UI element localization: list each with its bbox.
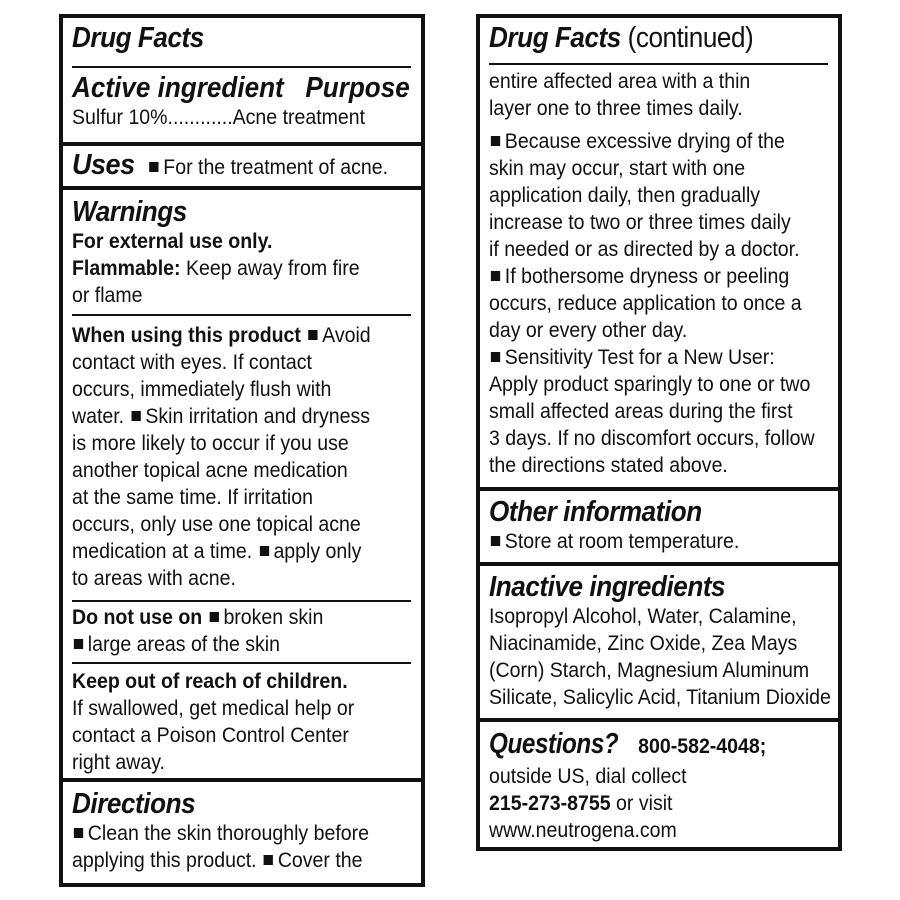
do-not-use-section [63,604,421,658]
questions-text: or visit [616,792,673,815]
divider [72,662,411,664]
when-using-text: occurs, only use one topical acne [72,513,361,536]
inactive-ingredients-text: Niacinamide, Zinc Oxide, Zea Mays [489,632,798,655]
directions-text: occurs, reduce application to once a [489,292,802,315]
divider [480,718,838,722]
directions-heading: Directions [72,788,196,820]
divider [72,600,411,602]
drug-facts-continued-title [480,22,838,54]
do-not-use-item: large areas of the skin [87,633,280,656]
questions-text [489,790,806,817]
directions-text: entire affected area with a thin [489,70,751,93]
divider [63,186,421,190]
flammable-text: Keep away from fire [185,257,360,280]
phone-number-2: 215-273-8755 [489,792,611,815]
warnings-heading: Warnings [72,196,187,228]
questions-text: outside US, dial collect [489,765,687,788]
inactive-ingredients-text: (Corn) Starch, Magnesium Aluminum [489,659,810,682]
directions-text: layer one to three times daily. [489,97,743,120]
sulfur-line: Sulfur 10%............Acne treatment [72,106,366,129]
active-ingredient-header [72,72,410,104]
bullet-icon [264,855,273,865]
flammable-line [72,255,389,282]
other-information-heading: Other information [489,496,702,528]
directions-text: application daily, then gradually [489,184,761,207]
when-using-text: contact with eyes. If contact [72,351,312,374]
directions-text: Apply product sparingly to one or two [489,373,811,396]
when-using-text [72,403,389,430]
divider [72,314,411,316]
when-using-text: another topical acne medication [72,459,348,482]
when-using-text: Skin irritation and dryness [145,405,371,428]
directions-text: small affected areas during the first [489,400,793,423]
divider [72,66,411,68]
do-not-use-label: Do not use on [72,606,203,629]
flammable-line-2: or flame [72,284,143,307]
directions-text: 3 days. If no discomfort occurs, follow [489,427,815,450]
active-ingredient-section [63,72,421,131]
other-information-text: Store at room temperature. [504,530,740,553]
directions-text [72,820,389,847]
continued-label: (continued) [627,22,754,54]
bullet-icon [491,136,500,146]
purpose-heading: Purpose [305,72,410,104]
when-using-text: occurs, immediately flush with [72,378,332,401]
when-using-text: medication at a time. [72,540,253,563]
bullet-icon [131,411,140,421]
drug-facts-heading-text: Drug Facts [489,22,621,54]
inactive-ingredients-section [480,571,838,711]
bullet-icon [74,639,83,649]
bullet-icon [308,330,317,340]
directions-text: Cover the [277,849,363,872]
questions-section [480,728,838,844]
keep-out-label: Keep out of reach of children. [72,670,348,693]
directions-text [489,344,806,371]
directions-text: Because excessive drying of the [504,130,785,153]
inactive-ingredients-text: Silicate, Salicylic Acid, Titanium Dioxide [489,686,831,709]
other-information-section [480,496,838,555]
active-ingredient-heading: Active ingredient [72,72,284,104]
bullet-icon [491,271,500,281]
keep-out-text: If swallowed, get medical help or [72,697,355,720]
keep-out-text: contact a Poison Control Center [72,724,349,747]
uses-section [63,149,421,184]
when-using-text: to areas with acne. [72,567,236,590]
divider [489,63,828,65]
inactive-ingredients-text: Isopropyl Alcohol, Water, Calamine, [489,605,797,628]
flammable-label: Flammable: [72,257,181,280]
when-using-text [72,538,389,565]
divider [480,562,838,566]
keep-out-section [63,668,421,776]
bullet-icon [259,546,268,556]
when-using-line [72,322,389,349]
directions-text: If bothersome dryness or peeling [504,265,790,288]
divider [63,778,421,782]
do-not-use-line [72,631,389,658]
bullet-icon [209,612,218,622]
divider [63,142,421,146]
external-use-text: For external use only. [72,230,273,253]
directions-text: day or every other day. [489,319,688,342]
when-using-text: apply only [273,540,362,563]
directions-text: skin may occur, start with one [489,157,746,180]
directions-text: increase to two or three times daily [489,211,791,234]
bullet-icon [149,162,158,172]
when-using-text: at the same time. If irritation [72,486,313,509]
phone-number: 800-582-4048; [638,735,767,758]
do-not-use-line [72,604,389,631]
directions-text [72,847,389,874]
website-url: www.neutrogena.com [489,819,677,842]
drug-facts-heading: Drug Facts [72,22,204,54]
when-using-label: When using this product [72,324,301,347]
directions-text [489,263,806,290]
drug-facts-panel-right [476,14,842,851]
inactive-ingredients-heading: Inactive ingredients [489,571,726,603]
when-using-section [63,322,421,592]
drug-facts-title [63,22,421,54]
uses-heading: Uses [72,149,135,181]
warnings-section [63,196,421,309]
directions-text: Sensitivity Test for a New User: [504,346,775,369]
divider [480,487,838,491]
uses-line [72,149,389,184]
when-using-text: water. [72,405,125,428]
when-using-text: is more likely to occur if you use [72,432,349,455]
bullet-icon [74,828,83,838]
directions-section [63,788,421,874]
keep-out-text: right away. [72,751,165,774]
directions-text: the directions stated above. [489,454,728,477]
questions-line [489,728,806,763]
directions-text: Clean the skin thoroughly before [87,822,370,845]
directions-text [489,128,806,155]
uses-text: For the treatment of acne. [163,156,389,179]
drug-facts-panel-left [59,14,425,887]
directions-text: applying this product. [72,849,257,872]
bullet-icon [491,536,500,546]
questions-heading: Questions? [489,728,619,760]
directions-text: if needed or as directed by a doctor. [489,238,800,261]
bullet-icon [491,352,500,362]
other-information-text [489,528,806,555]
directions-continued-section [480,68,838,479]
drug-facts-heading [489,22,796,54]
do-not-use-item: broken skin [223,606,324,629]
when-using-text: Avoid [322,324,371,347]
